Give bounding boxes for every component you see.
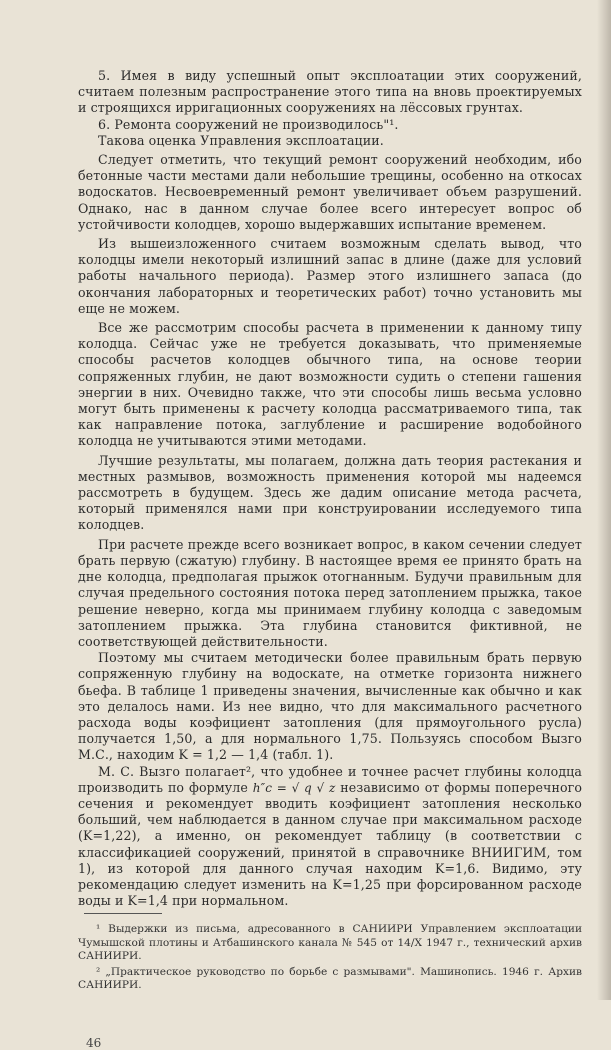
book-page <box>78 68 583 1050</box>
paragraph-conclusion: Из вышеизложенного считаем возможным сделать вывод, что колодцы имели некоторый излишний запас в длине (даже для условий работы начального периода). Размер этого излишнего запаса (до окончания лабораторных и теоретических работ) точно установить мы еще не можем. <box>78 236 582 316</box>
paragraph-6: 6. Ремонта сооружений не производилось"¹. <box>98 116 399 132</box>
footnotes <box>78 923 582 995</box>
main-text <box>78 68 582 909</box>
paragraph-vyzgo <box>78 764 582 910</box>
depth-formula: h″c = √ q √ z <box>252 780 336 795</box>
page-number: 46 <box>86 1036 102 1050</box>
page-edge-shadow <box>597 0 611 1000</box>
paragraph-assessment: Такова оценка Управления эксплоатации. <box>98 132 384 148</box>
paragraph-depth: При расчете прежде всего возникает вопрос, в каком сечении следует брать первую (сжатую) глубину. В настоящее время ее принято брать на дне колодца, предполагая прыжок отогнанным. Будучи правильным для случая предельного состояния потока перед затоплением прыжка, такое решение неверно, когда мы принимаем глубину колодца с заведомым затоплением прыжка. Эта глубина становится фиктивной, не соответствующей действительности. <box>78 536 582 649</box>
footnote-2: ² „Практическое руководство по борьбе с размывами". Машинопись. 1946 г. Архив САНИИРИ. <box>78 965 582 991</box>
paragraph-vyzgo-before: М. С. Вызго полагает², что удобнее и точнее расчет глубины колодца производить по формуле <box>78 763 582 795</box>
paragraph-repair: Следует отметить, что текущий ремонт сооружений необходим, ибо бетонные части местами дали небольшие трещины, особенно на откосах водоскатов. Несвоевременный ремонт увеличивает объем разрушений. Однако, нас в данном случае более всего интересует вопрос об устойчивости колодцев, хорошо выдержавших испытание временем. <box>78 152 582 232</box>
paragraph-vyzgo-after: независимо от формы поперечного сечения и рекомендует вводить коэфициент затопления несколько больший, чем наблюдается в данном случае при максимальном расходе (K=1,22), а именно, он рекомендует таблицу (в соответствии с классификацией сооружений, принятой в справочнике ВНИИГИМ, том 1), из которой для данного случая находим K=1,6. Видимо, эту рекомендацию следует изменить на K=1,25 при форсированном расходе воды и K=1,4 при нормальном. <box>78 779 583 909</box>
paragraph-5: 5. Имея в виду успешный опыт эксплоатации этих сооружений, считаем полезным распространение этого типа на вновь проектируемых и строящихся ирригационных сооружениях на лёссовых грунтах. <box>78 68 582 116</box>
paragraph-theory: Лучшие результаты, мы полагаем, должна дать теория растекания и местных размывов, возможность применения которой мы надеемся рассмотреть в будущем. Здесь же дадим описание метода расчета, который применялся нами при конструировании исследуемого типа колодцев. <box>78 452 582 533</box>
footnote-divider <box>84 913 162 914</box>
footnote-1: ¹ Выдержки из письма, адресованного в САНИИРИ Управлением эксплоатации Чумышской плотины и Атбашинского канала № 545 от 14/X 1947 г., технический архив САНИИРИ. <box>78 923 582 962</box>
paragraph-methods: Все же рассмотрим способы расчета в применении к данному типу колодца. Сейчас уже не требуется доказывать, что применяемые способы расчетов колодцев обычного типа, на основе теории сопряженных глубин, не дают возможности судить о степени гашения энергии в них. Очевидно также, что эти способы лишь весьма условно могут быть применены к расчету колодца рассматриваемого типа, так как направление потока, заглубление и расширение водобойного колодца не учитываются этими методами. <box>78 320 582 449</box>
paragraph-table: Поэтому мы считаем методически более правильным брать первую сопряженную глубину на водоскате, на отметке горизонта нижнего бьефа. В таблице 1 приведены значения, вычисленные как обычно и как это делалось нами. Из нее видно, что для максимального расчетного расхода воды коэфициент затопления (для прямоугольного русла) получается 1,50, а для нормального 1,75. Пользуясь способом Вызго М.С., находим K = 1,2 — 1,4 (табл. 1). <box>78 650 582 763</box>
